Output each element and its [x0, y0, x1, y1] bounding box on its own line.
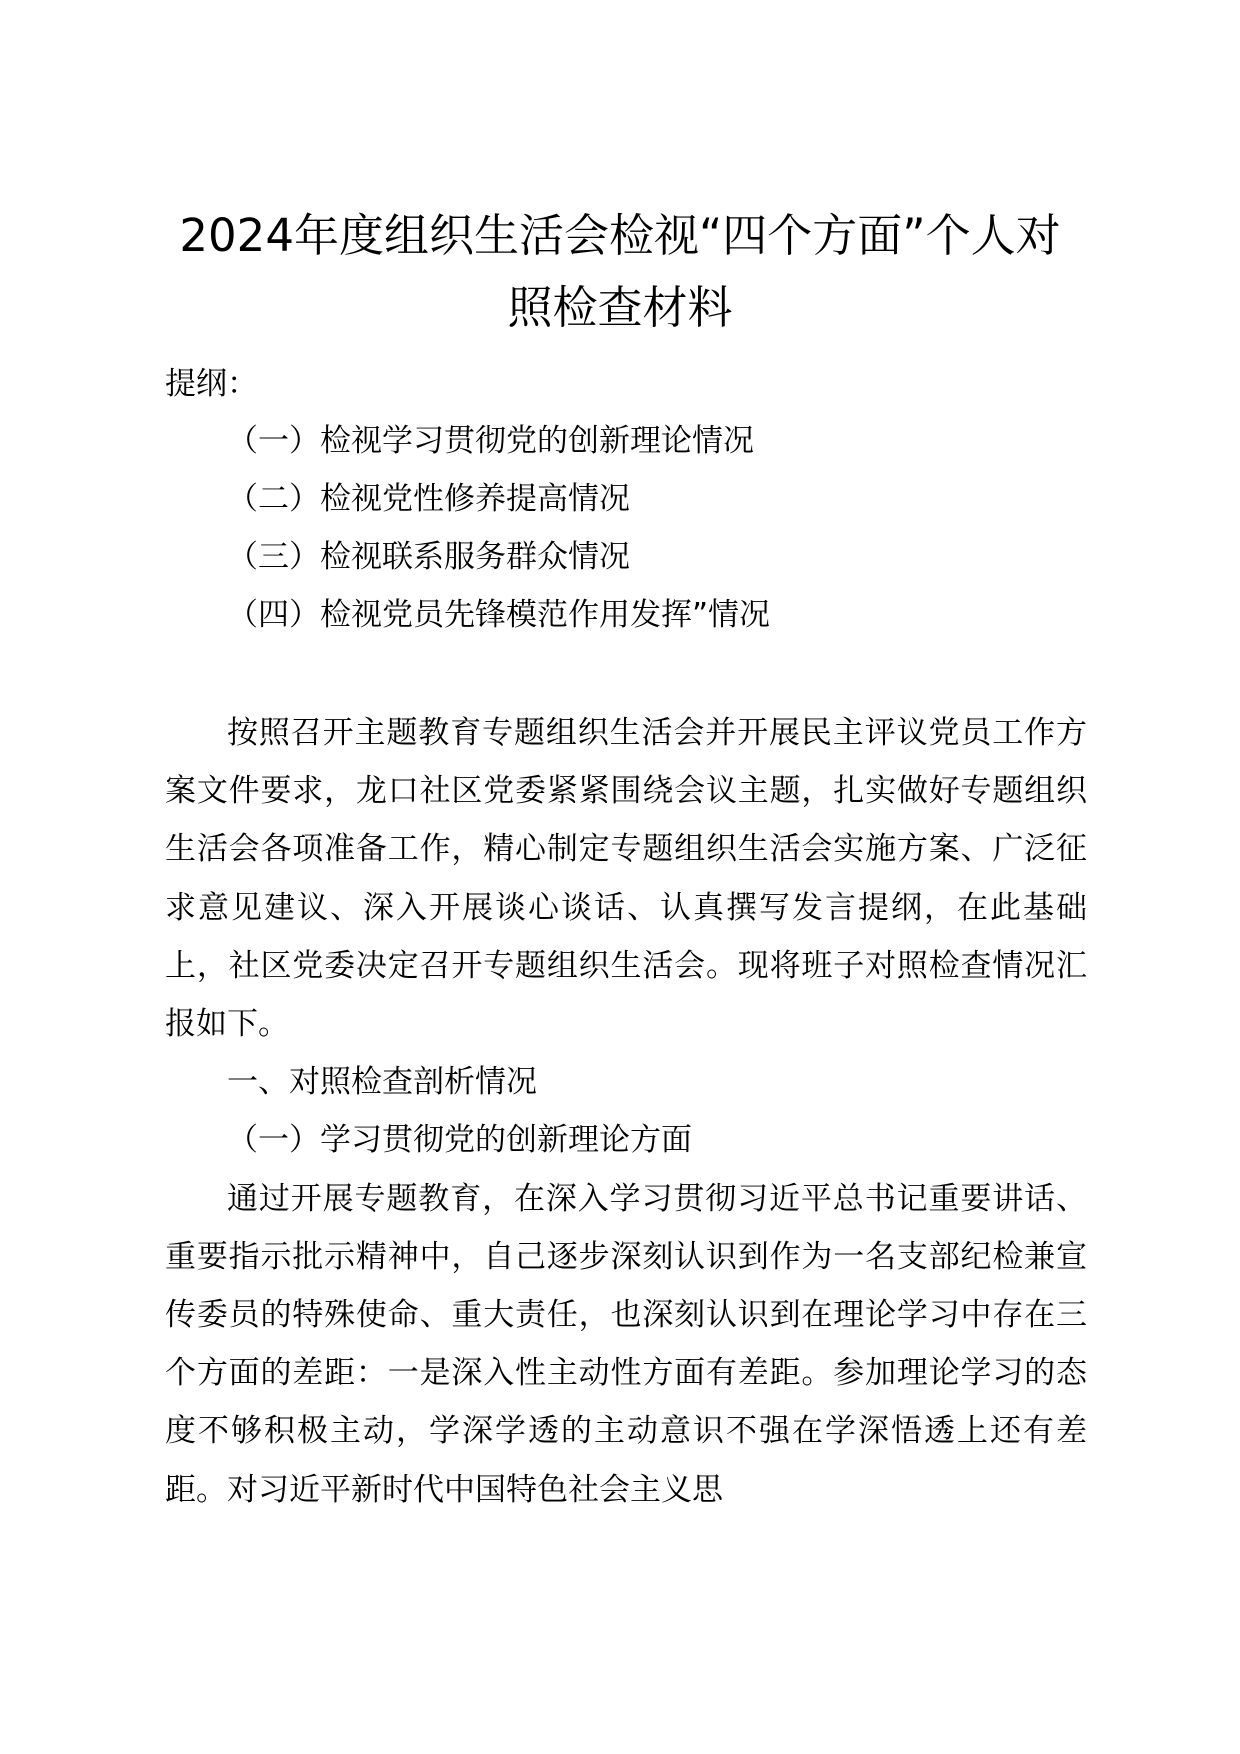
- outline-item-3: （三）检视联系服务群众情况: [227, 539, 630, 575]
- title-line-1: 2024年度组织生活会检视“四个方面”个人对: [179, 209, 1061, 262]
- outline-item-4: （四）检视党员先锋模范作用发挥”情况: [227, 597, 771, 633]
- body-paragraph: 通过开展专题教育，在深入学习贯彻习近平总书记重要讲话、重要指示批示精神中，自己逐步深刻认识到作为一名支部纪检兼宣传委员的特殊使命、重大责任，也深刻认识到在理论学习中存在三个方面的差距：一是深入性主动性方面有差距。参加理论学习的态度不够积极主动，学深学透的主动意识不强在学深悟透上还有差距。对习近平新时代中国特色社会主义思: [165, 1180, 1087, 1508]
- outline-item-1: （一）检视学习贯彻党的创新理论情况: [227, 423, 754, 459]
- outline-list: [227, 416, 770, 648]
- document-title: [150, 200, 1090, 344]
- document-body: [165, 704, 1087, 1519]
- intro-paragraph: 按照召开主题教育专题组织生活会并开展民主评议党员工作方案文件要求，龙口社区党委紧紧围绕会议主题，扎实做好专题组织生活会各项准备工作，精心制定专题组织生活会实施方案、广泛征求意见建议、深入开展谈心谈话、认真撰写发言提纲，在此基础上，社区党委决定召开专题组织生活会。现将班子对照检查情况汇报如下。: [165, 715, 1087, 1043]
- outline-item-2: （二）检视党性修养提高情况: [227, 481, 630, 517]
- outline-label: 提纲：: [165, 366, 258, 402]
- section-heading: 一、对照检查剖析情况: [227, 1064, 537, 1101]
- title-line-2: 照检查材料: [507, 281, 733, 334]
- subsection-heading: （一）学习贯彻党的创新理论方面: [227, 1122, 692, 1159]
